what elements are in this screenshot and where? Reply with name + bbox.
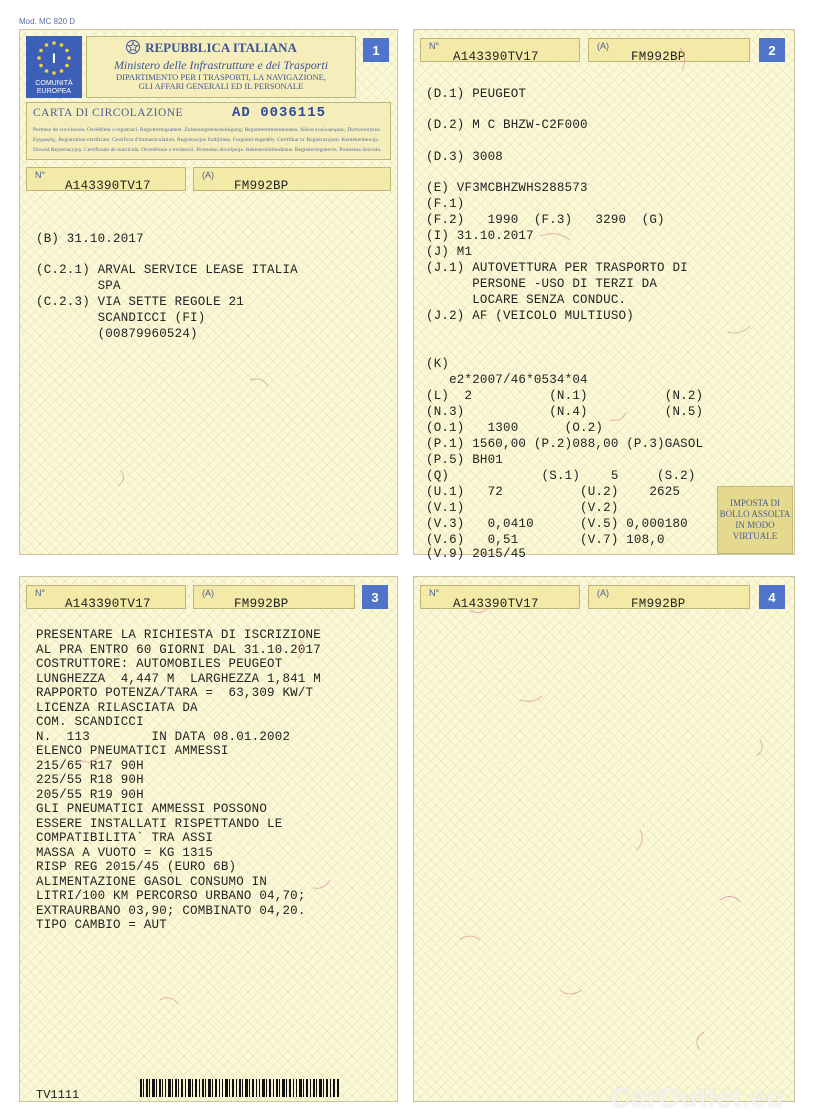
text-line: (F.1) bbox=[426, 197, 465, 211]
eu-flag bbox=[26, 36, 82, 98]
n-value: A143390TV17 bbox=[65, 179, 151, 193]
panel-4 bbox=[413, 576, 795, 1102]
n-value: A143390TV17 bbox=[65, 597, 151, 611]
text-line: AL PRA ENTRO 60 GIORNI DAL 31.10.2017 bbox=[36, 643, 321, 657]
ministry-header bbox=[86, 36, 356, 98]
n-label: N° bbox=[429, 588, 440, 598]
text-line: SPA bbox=[36, 279, 121, 293]
text-line: (V.9) 2015/45 bbox=[426, 547, 527, 561]
barcode-icon bbox=[140, 1079, 340, 1097]
text-line: (V.3) 0,0410 (V.5) 0,000180 bbox=[426, 517, 688, 531]
text-line: (C.2.1) ARVAL SERVICE LEASE ITALIA bbox=[36, 263, 298, 277]
text-line: (V.1) (V.2) bbox=[426, 501, 619, 515]
text-line: COM. SCANDICCI bbox=[36, 715, 144, 729]
text-line: (P.5) BH01 bbox=[426, 453, 504, 467]
text-line: 225/55 R18 90H bbox=[36, 773, 144, 787]
text-line: TIPO CAMBIO = AUT bbox=[36, 918, 167, 932]
n-label: N° bbox=[35, 170, 46, 180]
card-title: CARTA DI CIRCOLAZIONE bbox=[33, 107, 184, 119]
panel-number: 2 bbox=[759, 38, 785, 62]
a-label: (A) bbox=[597, 41, 609, 51]
text-line: (D.1) PEUGEOT bbox=[426, 87, 527, 101]
text-line: (P.1) 1560,00 (P.2)088,00 (P.3)GASOL bbox=[426, 437, 704, 451]
text-line: (F.2) 1990 (F.3) 3290 (G) bbox=[426, 213, 665, 227]
eu-stars-icon bbox=[36, 40, 72, 76]
a-value: FM992BP bbox=[631, 50, 686, 64]
panel-1 bbox=[19, 29, 398, 555]
footer-code: TV1111 bbox=[36, 1088, 80, 1102]
text-line: (D.2) M C BHZW-C2F000 bbox=[426, 118, 588, 132]
a-field bbox=[193, 167, 391, 191]
department-line-2: GLI AFFARI GENERALI ED IL PERSONALE bbox=[138, 81, 304, 91]
eu-country-letter: I bbox=[52, 50, 56, 66]
text-line: RISP REG 2015/45 (EURO 6B) bbox=[36, 860, 237, 874]
eu-label: COMUNITÀ EUROPEA bbox=[35, 80, 73, 95]
ministry-name: Ministero delle Infrastrutture e dei Trasporti bbox=[113, 58, 329, 72]
text-line: EXTRAURBANO 03,90; COMBINATO 04,20. bbox=[36, 904, 306, 918]
text-line: e2*2007/46*0534*04 bbox=[426, 373, 588, 387]
a-value: FM992BP bbox=[631, 597, 686, 611]
card-number: AD 0036115 bbox=[232, 105, 327, 121]
text-line: (J) M1 bbox=[426, 245, 473, 259]
n-value: A143390TV17 bbox=[453, 597, 539, 611]
text-line: 215/65 R17 90H bbox=[36, 759, 144, 773]
a-value: FM992BP bbox=[234, 179, 289, 193]
text-line: LICENZA RILASCIATA DA bbox=[36, 701, 198, 715]
n-value: A143390TV17 bbox=[453, 50, 539, 64]
text-line: (D.3) 3008 bbox=[426, 150, 504, 164]
text-line: COMPATIBILITA` TRA ASSI bbox=[36, 831, 214, 845]
a-label: (A) bbox=[202, 170, 214, 180]
a-field bbox=[588, 38, 750, 62]
text-line: COSTRUTTORE: AUTOMOBILES PEUGEOT bbox=[36, 657, 283, 671]
text-line: (Q) (S.1) 5 (S.2) bbox=[426, 469, 696, 483]
n-field bbox=[420, 585, 580, 609]
department-name bbox=[87, 73, 355, 91]
text-line: (J.1) AUTOVETTURA PER TRASPORTO DI bbox=[426, 261, 688, 275]
text-line: (E) VF3MCBHZWHS288573 bbox=[426, 181, 588, 195]
text-line: ALIMENTAZIONE GASOL CONSUMO IN bbox=[36, 875, 268, 889]
text-line: (V.6) 0,51 (V.7) 108,0 bbox=[426, 533, 665, 547]
n-field bbox=[26, 585, 186, 609]
text-line: LOCARE SENZA CONDUC. bbox=[426, 293, 627, 307]
text-line: (L) 2 (N.1) (N.2) bbox=[426, 389, 704, 403]
text-line: (K) bbox=[426, 357, 450, 371]
stamp-duty-text: IMPOSTA DI BOLLO ASSOLTA IN MODO VIRTUALE bbox=[719, 498, 791, 541]
panel-number: 3 bbox=[362, 585, 388, 609]
model-label: Mod. MC 820 D bbox=[19, 17, 76, 26]
panel-number: 1 bbox=[363, 38, 389, 62]
text-line: (U.1) 72 (U.2) 2625 bbox=[426, 485, 681, 499]
text-line: LITRI/100 KM PERCORSO URBANO 04,70; bbox=[36, 889, 306, 903]
text-line: SCANDICCI (FI) bbox=[36, 311, 206, 325]
text-line: N. 113 IN DATA 08.01.2002 bbox=[36, 730, 291, 744]
text-line: PRESENTARE LA RICHIESTA DI ISCRIZIONE bbox=[36, 628, 321, 642]
republic-title: REPUBBLICA ITALIANA bbox=[145, 40, 297, 55]
a-value: FM992BP bbox=[234, 597, 289, 611]
department-line-1: DIPARTIMENTO PER I TRASPORTI, LA NAVIGAZIONE, bbox=[116, 72, 326, 82]
card-title-box bbox=[26, 102, 391, 160]
text-line: GLI PNEUMATICI AMMESSI POSSONO bbox=[36, 802, 268, 816]
a-field bbox=[588, 585, 750, 609]
text-line: (C.2.3) VIA SETTE REGOLE 21 bbox=[36, 295, 244, 309]
text-line: LUNGHEZZA 4,447 M LARGHEZZA 1,841 M bbox=[36, 672, 321, 686]
text-line: MASSA A VUOTO = KG 1315 bbox=[36, 846, 214, 860]
panel-number: 4 bbox=[759, 585, 785, 609]
text-line: (00879960524) bbox=[36, 327, 198, 341]
n-label: N° bbox=[429, 41, 440, 51]
panel-3 bbox=[19, 576, 398, 1102]
text-line: (J.2) AF (VEICOLO MULTIUSO) bbox=[426, 309, 634, 323]
n-field bbox=[26, 167, 186, 191]
text-line: RAPPORTO POTENZA/TARA = 63,309 KW/T bbox=[36, 686, 314, 700]
text-line: PERSONE -USO DI TERZI DA bbox=[426, 277, 658, 291]
card-translations: Permiso de circulación. Osvědčení o registraci. Registreringsattest. Zulassungsbescheinigung. Registreerimistunnistus. Άδεια κυκλοφορίας. Πιστοποιητικό Εγγραφής. Registration certificate. Certificat d'immatriculation. Registracijos liudijimas. Forgalmi engedély. Certifikat ta' Registrazzjoni. Kentekenbewijs. Dowód Rejestracyjny. Certificado de matrícula. Osvedčenie o evidencii. Prometno dovoljenje. Rekisteröintitodistus. Registreringsbevis. Prometna dozvola. bbox=[33, 127, 382, 153]
text-line: (N.3) (N.4) (N.5) bbox=[426, 405, 704, 419]
text-line: (O.1) 1300 (O.2) bbox=[426, 421, 604, 435]
a-label: (A) bbox=[202, 588, 214, 598]
watermark: CarOutlet.eu bbox=[610, 1082, 785, 1113]
n-label: N° bbox=[35, 588, 46, 598]
n-field bbox=[420, 38, 580, 62]
text-line: 205/55 R19 90H bbox=[36, 788, 144, 802]
text-line: (B) 31.10.2017 bbox=[36, 232, 144, 246]
a-field bbox=[193, 585, 355, 609]
a-label: (A) bbox=[597, 588, 609, 598]
panel-2 bbox=[413, 29, 795, 561]
text-line: ELENCO PNEUMATICI AMMESSI bbox=[36, 744, 229, 758]
text-line: (I) 31.10.2017 bbox=[426, 229, 534, 243]
text-line: ESSERE INSTALLATI RISPETTANDO LE bbox=[36, 817, 283, 831]
stamp-duty-box bbox=[717, 486, 793, 554]
